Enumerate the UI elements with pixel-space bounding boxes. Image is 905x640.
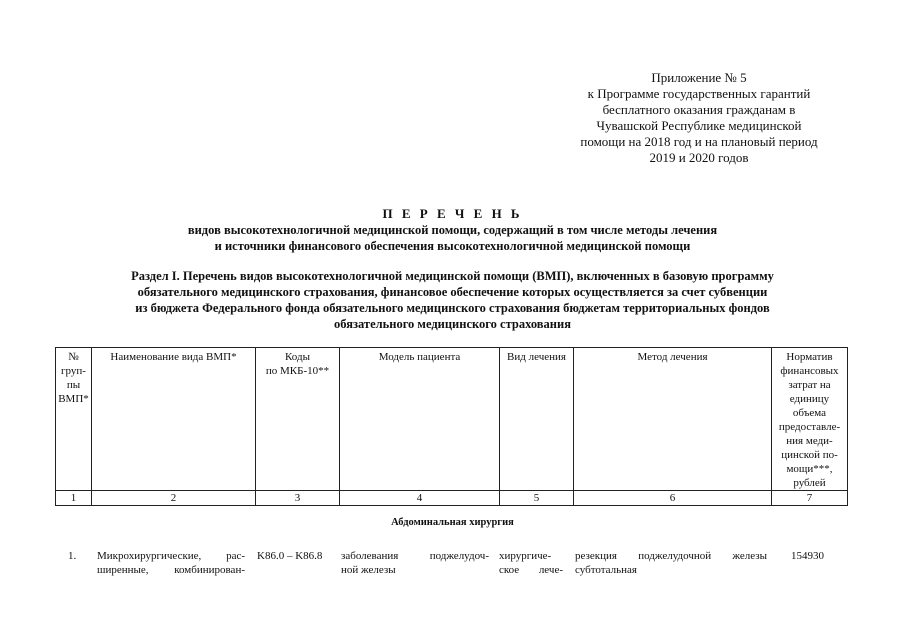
header-treatment-method: Метод лечения [574, 348, 772, 491]
section-heading [0, 268, 905, 332]
appendix-note [568, 70, 830, 166]
appendix-line: Чувашской Республике медицинской [596, 118, 802, 133]
section-line: из бюджета Федерального фонда обязательного медицинского страхования бюджетам территориальных фондов [135, 301, 770, 315]
header-group-number: № груп- пы ВМП* [56, 348, 92, 491]
header-cost-norm: Норматив финансовых затрат на единицу объема предоставле- ния меди- цинской по- мощи***, рублей [772, 348, 848, 491]
column-number: 1 [56, 491, 92, 506]
appendix-line: Приложение № 5 [651, 70, 747, 85]
column-number: 2 [92, 491, 256, 506]
column-number: 7 [772, 491, 848, 506]
row-patient-model: заболевания поджелудоч- ной железы [341, 550, 489, 576]
column-number: 5 [500, 491, 574, 506]
section-line: Раздел I. Перечень видов высокотехнологичной медицинской помощи (ВМП), включенных в базовую программу [131, 269, 774, 283]
row-icd-codes: K86.0 – K86.8 [257, 550, 323, 562]
row-treatment-method: резекция поджелудочной железы субтотальная [575, 550, 767, 576]
group-heading: Абдоминальная хирургия [391, 517, 514, 528]
column-number: 6 [574, 491, 772, 506]
header-icd-codes: Коды по МКБ-10** [256, 348, 340, 491]
row-treatment-type: хирургиче- ское лече- [499, 550, 563, 576]
document-title: П Е Р Е Ч Е Н Ь [382, 206, 523, 221]
appendix-line: 2019 и 2020 годов [649, 150, 749, 165]
subtitle-line: видов высокотехнологичной медицинской помощи, содержащий в том числе методы лечения [187, 223, 718, 237]
appendix-line: к Программе государственных гарантий [587, 86, 811, 101]
row-vmp-name: Микрохирургические, рас- ширенные, комбинирован- [97, 550, 245, 576]
title-block [0, 206, 905, 254]
table-header-row [56, 348, 848, 491]
header-vmp-name: Наименование вида ВМП* [92, 348, 256, 491]
appendix-line: помощи на 2018 год и на плановый период [580, 134, 818, 149]
header-treatment-type: Вид лечения [500, 348, 574, 491]
column-number: 3 [256, 491, 340, 506]
subtitle-line: и источники финансового обеспечения высокотехнологичной медицинской помощи [214, 239, 691, 253]
vmp-table [55, 347, 848, 506]
appendix-line: бесплатного оказания гражданам в [602, 102, 796, 117]
header-patient-model: Модель пациента [340, 348, 500, 491]
section-line: обязательного медицинского страхования [334, 317, 571, 331]
section-line: обязательного медицинского страхования, финансовое обеспечение которых осуществляется за счет субвенции [137, 285, 768, 299]
row-cost-norm: 154930 [791, 550, 824, 562]
column-number: 4 [340, 491, 500, 506]
row-number: 1. [68, 550, 77, 562]
column-number-row [56, 491, 848, 506]
